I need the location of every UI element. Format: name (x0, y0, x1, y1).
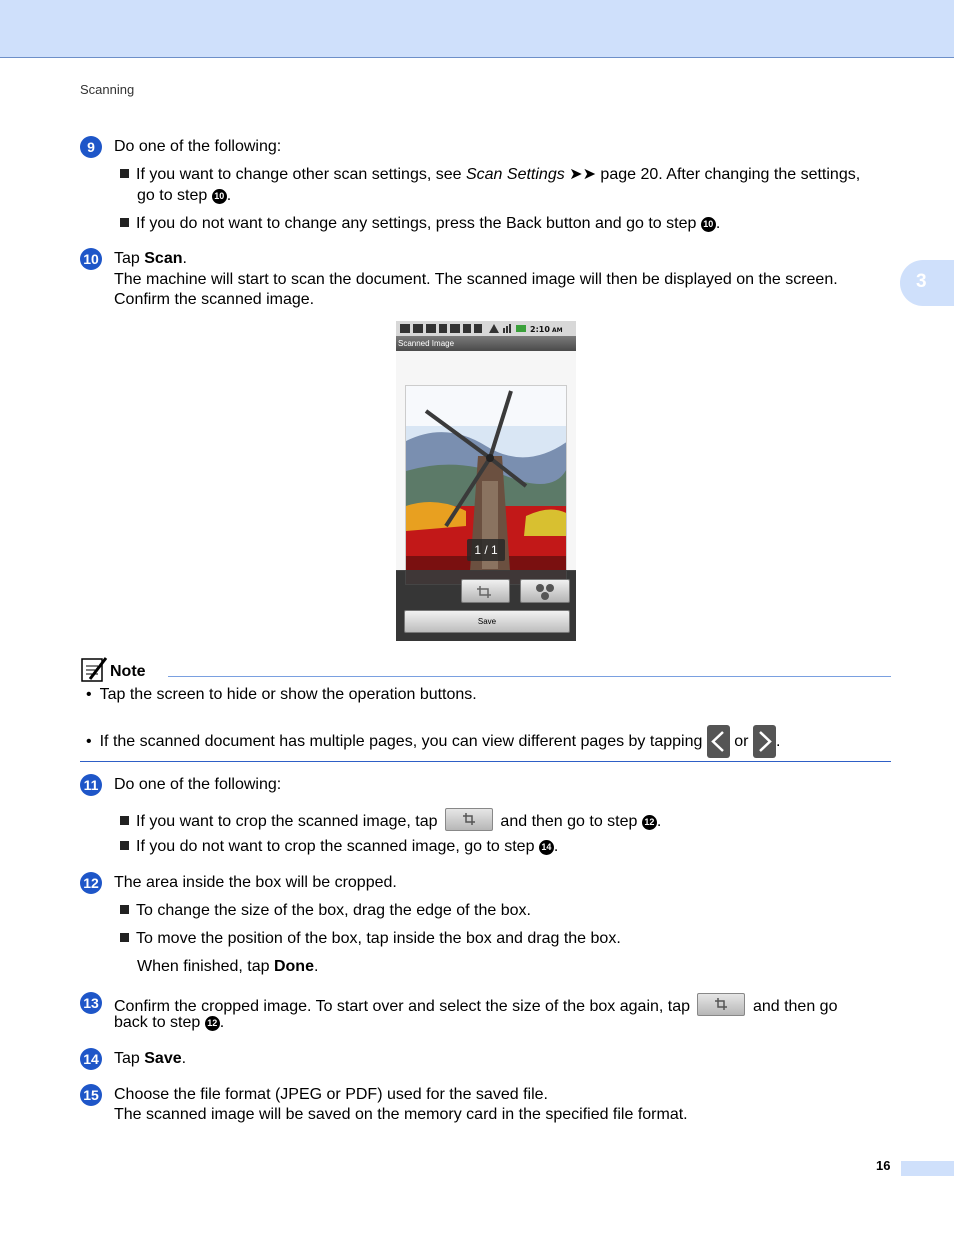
next-page-button[interactable] (753, 725, 776, 758)
step-ref: 12 (205, 1016, 220, 1031)
step-text-cont: back to step 12 . (114, 1014, 225, 1031)
status-icons (396, 321, 576, 336)
note-title: Note (110, 663, 146, 680)
chapter-tab (900, 260, 954, 306)
bullet-square-icon (120, 169, 129, 178)
status-bar (396, 321, 576, 336)
bullet-item: If you want to change other scan settings, see Scan Settings ➤➤ page 20. After changing the settings, (120, 165, 860, 185)
step-text: The area inside the box will be cropped. (114, 874, 397, 891)
bullet-square-icon (120, 905, 129, 914)
step-number: 13 (80, 992, 102, 1014)
bullet-square-icon (120, 816, 129, 825)
bullet-item: If you want to crop the scanned image, tap and then go to step 12 . (120, 808, 661, 832)
crop-icon (462, 580, 509, 602)
crop-icon (462, 812, 476, 826)
step-ref: 10 (212, 189, 227, 204)
note-icon (80, 655, 108, 683)
bullet-item: If you do not want to change any settings, press the Back button and go to step 10 . (120, 214, 720, 234)
step-ref: 14 (539, 840, 554, 855)
chapter-number: 3 (916, 271, 927, 292)
save-button[interactable]: Save (404, 610, 570, 633)
bullet-item: To change the size of the box, drag the edge of the box. (120, 901, 531, 921)
step-description: The scanned image will be saved on the memory card in the specified file format. (114, 1106, 688, 1123)
status-ampm: AM (552, 327, 563, 334)
step-number: 10 (80, 248, 102, 270)
chevron-left-icon (710, 731, 727, 752)
crop-button-inline[interactable] (697, 993, 745, 1016)
step-text: Confirm the cropped image. To start over and select the size of the box again, tap and then go (114, 993, 837, 1017)
step-text: Tap Save. (114, 1050, 187, 1067)
step-followup: When finished, tap Done. (137, 958, 319, 975)
bullet-item: To move the position of the box, tap inside the box and drag the box. (120, 929, 621, 949)
bullet-item: If you do not want to crop the scanned image, go to step 14 . (120, 837, 558, 857)
double-arrow-icon: ➤➤ (569, 166, 596, 183)
step-number: 15 (80, 1084, 102, 1106)
step-text: Do one of the following: (114, 776, 282, 793)
share-button[interactable] (520, 579, 570, 603)
page-number: 16 (876, 1158, 891, 1173)
step-number: 12 (80, 872, 102, 894)
section-header: Scanning (80, 82, 135, 97)
link-scan-settings[interactable]: Scan Settings (465, 166, 565, 183)
step-text: Do one of the following: (114, 138, 282, 155)
step-number: 11 (80, 774, 102, 796)
chevron-right-icon (756, 731, 773, 752)
crop-button[interactable] (461, 579, 510, 603)
page-counter: 1 / 1 (467, 539, 505, 561)
step-number: 9 (80, 136, 102, 158)
crop-icon (714, 997, 728, 1011)
step-text: Choose the file format (JPEG or PDF) used for the saved file. (114, 1086, 548, 1103)
bullet-square-icon (120, 933, 129, 942)
bullet-square-icon (120, 218, 129, 227)
step-description: The machine will start to scan the document. The scanned image will then be displayed on the screen. (114, 271, 838, 288)
note-divider (168, 676, 891, 677)
bullet-square-icon (120, 841, 129, 850)
step-number: 14 (80, 1048, 102, 1070)
step-ref: 10 (701, 217, 716, 232)
bullet-continuation: go to step 10 . (137, 187, 232, 204)
crop-button-inline[interactable] (445, 808, 493, 831)
share-icon (521, 580, 569, 602)
phone-screenshot (396, 321, 576, 641)
header-band (0, 0, 954, 58)
note-item: • Tap the screen to hide or show the operation buttons. (86, 686, 477, 703)
page-tab (901, 1161, 954, 1176)
step-ref: 12 (642, 815, 657, 830)
previous-page-button[interactable] (707, 725, 730, 758)
note-bottom-rule (80, 761, 891, 762)
step-text: Tap Scan. (114, 250, 187, 267)
status-time: 2:10 (530, 325, 550, 334)
app-title: Scanned Image (396, 336, 576, 351)
note-item: • If the scanned document has multiple pages, you can view different pages by tapping or . (86, 725, 780, 758)
step-description: Confirm the scanned image. (114, 291, 315, 308)
